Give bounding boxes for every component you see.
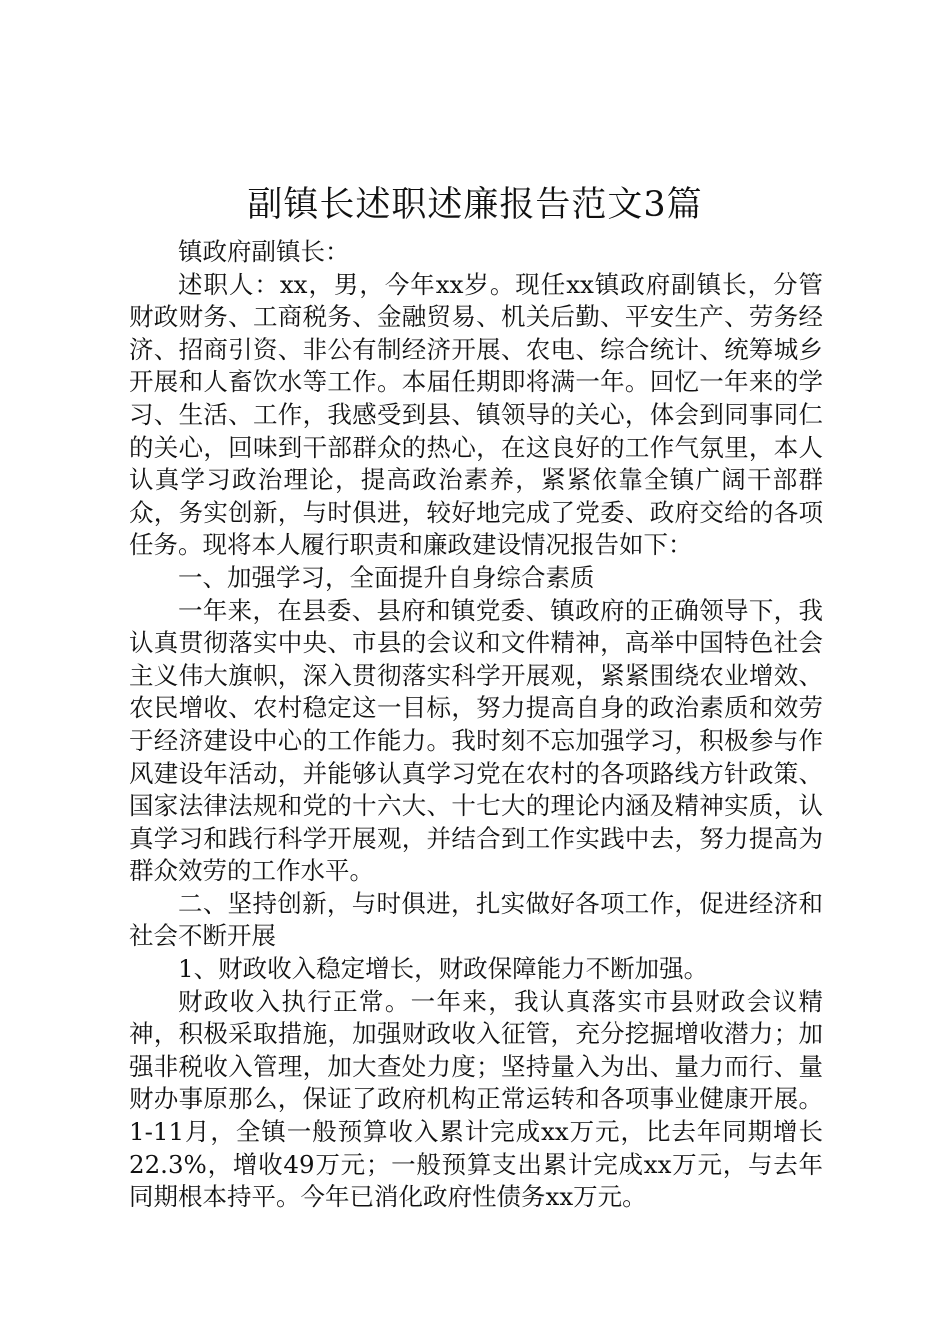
document-title: 副镇长述职述廉报告范文3篇 [247,185,703,225]
subsection-1-paragraph: 财政收入执行正常。一年来，我认真落实市县财政会议精神，积极采取措施，加强财政收入征管，充分挖掘增收潜力；加强非税收入管理，加大查处力度；坚持量入为出、量力而行、量财办事原那么，保证了政府机构正常运转和各项事业健康开展。1-11月，全镇一般预算收入累计完成xx万元，比去年同期增长22.3%，增收49万元；一般预算支出累计完成xx万元，与去年同期根本持平。今年已消化政府性债务xx万元。 [129,986,823,1212]
section-1-paragraph: 一年来，在县委、县府和镇党委、镇政府的正确领导下，我认真贯彻落实中央、市县的会议和文件精神，高举中国特色社会主义伟大旗帜，深入贯彻落实科学开展观，紧紧围绕农业增效、农民增收、农村稳定这一目标，努力提高自身的政治素质和效劳于经济建设中心的工作能力。我时刻不忘加强学习，积极参与作风建设年活动，并能够认真学习党在农村的各项路线方针政策、国家法律法规和党的十六大、十七大的理论内涵及精神实质，认真学习和践行科学开展观，并结合到工作实践中去，努力提高为群众效劳的工作水平。 [129,595,823,886]
section-heading-1: 一、加强学习，全面提升自身综合素质 [178,562,595,592]
section-heading-2: 二、坚持创新，与时俱进，扎实做好各项工作，促进经济和社会不断开展 [129,888,823,951]
salutation: 镇政府副镇长： [178,237,350,266]
document-body [129,236,823,1214]
subsection-heading-1: 1、财政收入稳定增长，财政保障能力不断加强。 [178,954,709,984]
intro-paragraph: 述职人：xx，男，今年xx岁。现任xx镇政府副镇长，分管财政财务、工商税务、金融贸易、机关后勤、平安生产、劳务经济、招商引资、非公有制经济开展、农电、综合统计、统筹城乡开展和人畜饮水等工作。本届任期即将满一年。回忆一年来的学习、生活、工作，我感受到县、镇领导的关心，体会到同事同仁的关心，回味到干部群众的热心，在这良好的工作气氛里，本人认真学习政治理论，提高政治素养，紧紧依靠全镇广阔干部群众，务实创新，与时俱进，较好地完成了党委、政府交给的各项任务。现将本人履行职责和廉政建设情况报告如下： [129,269,823,560]
